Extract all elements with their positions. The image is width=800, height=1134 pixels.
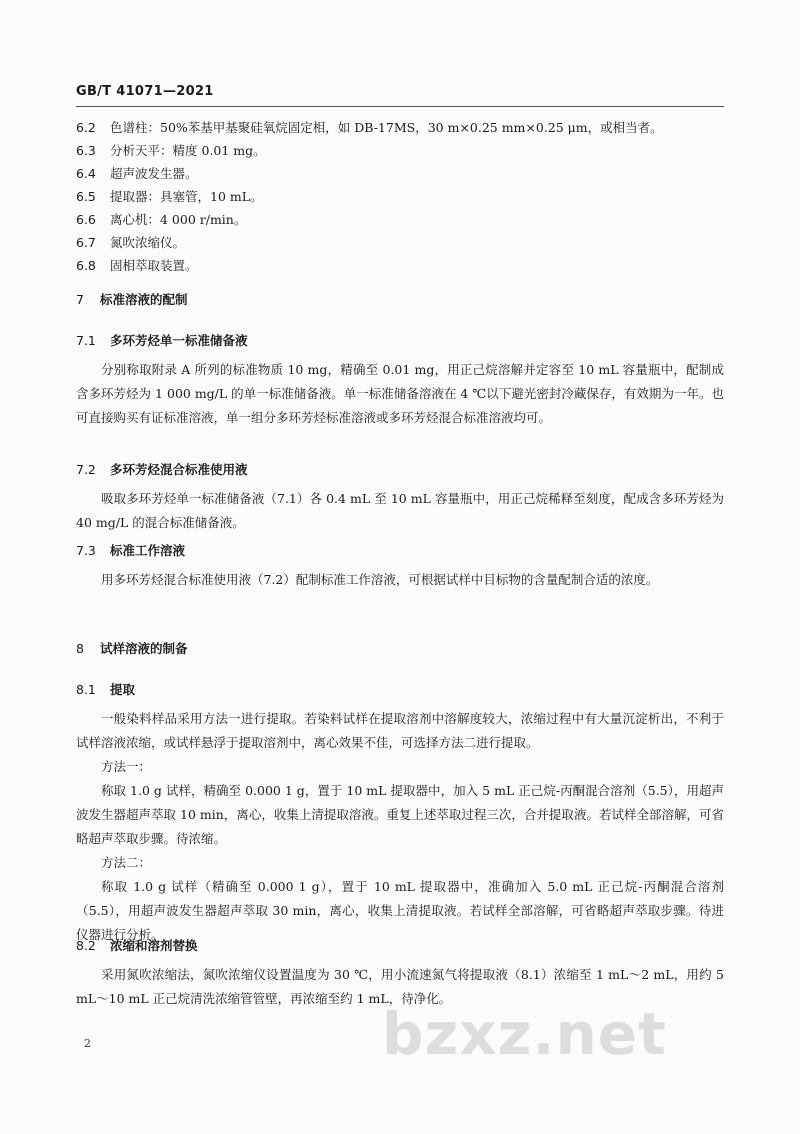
apparatus-item [76,257,198,275]
subsection-heading [76,681,135,699]
section-number: 7.2 [76,462,96,477]
section-number: 8 [76,641,84,656]
item-text: 氮吹浓缩仪。 [110,235,186,250]
item-number: 6.7 [76,235,96,250]
paragraph: 吸取多环芳烃单一标准储备液（7.1）各 0.4 mL 至 10 mL 容量瓶中，用正己烷稀释至刻度，配成含多环芳烃为 40 mg/L 的混合标准储备液。 [76,491,724,530]
paragraph: 称取 1.0 g 试样，精确至 0.000 1 g，置于 10 mL 提取器中，加入 5 mL 正己烷-丙酮混合溶剂（5.5），用超声波发生器超声萃取 10 min，离心，收集上清提取溶液。重复上述萃取过程三次，合并提取液。若试样全部溶解，可省略超声萃取步骤。待浓缩。 [76,783,724,846]
section-title: 试样溶液的制备 [100,641,188,656]
apparatus-item [76,119,663,137]
header-rule [76,106,724,107]
section-title: 标准溶液的配制 [100,292,188,307]
section-number: 7 [76,292,84,307]
item-text: 色谱柱：50%苯基甲基聚硅氧烷固定相，如 DB-17MS，30 m×0.25 mm×0.25 μm，或相当者。 [110,120,663,135]
section-number: 8.2 [76,938,96,953]
subsection-heading [76,542,185,560]
paragraph: 采用氮吹浓缩法，氮吹浓缩仪设置温度为 30 ℃，用小流速氮气将提取液（8.1）浓缩至 1 mL～2 mL，用约 5 mL～10 mL 正己烷清洗浓缩管管壁，再浓缩至约 1 mL，待净化。 [76,967,724,1006]
item-number: 6.2 [76,120,96,135]
method-label: 方法二： [101,855,152,870]
item-text: 离心机：4 000 r/min。 [110,212,247,227]
section-title: 多环芳烃混合标准使用液 [110,462,248,477]
section-title: 提取 [110,682,136,697]
apparatus-item [76,188,263,206]
apparatus-item [76,234,185,252]
section-number: 7.3 [76,543,96,558]
item-number: 6.4 [76,166,96,181]
item-number: 6.6 [76,212,96,227]
paragraph: 一般染料样品采用方法一进行提取。若染料试样在提取溶剂中溶解度较大，浓缩过程中有大量沉淀析出，不利于试样溶液浓缩，或试样悬浮于提取溶剂中，离心效果不佳，可选择方法二进行提取。 [76,711,724,750]
paragraph: 用多环芳烃混合标准使用液（7.2）配制标准工作溶液，可根据试样中目标物的含量配制合适的浓度。 [101,572,659,587]
item-number: 6.8 [76,258,96,273]
standard-code-header: GB/T 41071—2021 [76,84,214,99]
section-number: 8.1 [76,682,96,697]
section-title: 标准工作溶液 [110,543,186,558]
section-heading [76,640,188,658]
item-text: 提取器：具塞管，10 mL。 [110,189,263,204]
watermark: bzxz.net [382,1000,667,1068]
item-text: 固相萃取装置。 [110,258,198,273]
section-heading [76,291,188,309]
item-number: 6.3 [76,143,96,158]
item-number: 6.5 [76,189,96,204]
subsection-heading [76,332,248,350]
subsection-heading [76,461,248,479]
paragraph: 分别称取附录 A 所列的标准物质 10 mg，精确至 0.01 mg，用正己烷溶解并定容至 10 mL 容量瓶中，配制成含多环芳烃为 1 000 mg/L 的单一标准储备液。单一标准储备溶液在 4 ℃以下避光密封冷藏保存，有效期为一年。也可直接购买有证标准溶液，单一组分多环芳烃标准溶液或多环芳烃混合标准溶液均可。 [76,362,724,425]
apparatus-item [76,165,198,183]
section-number: 7.1 [76,333,96,348]
paragraph: 称取 1.0 g 试样（精确至 0.000 1 g），置于 10 mL 提取器中，准确加入 5.0 mL 正己烷-丙酮混合溶剂（5.5），用超声波发生器超声萃取 30 min，离心，收集上清提取液。若试样全部溶解，可省略超声萃取步骤。待进仪器进行分析。 [76,879,724,942]
section-title: 多环芳烃单一标准储备液 [110,333,248,348]
method-label: 方法一： [101,759,152,774]
item-text: 超声波发生器。 [110,166,198,181]
item-text: 分析天平：精度 0.01 mg。 [110,143,266,158]
page-number: 2 [84,1037,91,1050]
subsection-heading [76,937,198,955]
apparatus-item [76,142,266,160]
section-title: 浓缩和溶剂替换 [110,938,198,953]
apparatus-item [76,211,246,229]
